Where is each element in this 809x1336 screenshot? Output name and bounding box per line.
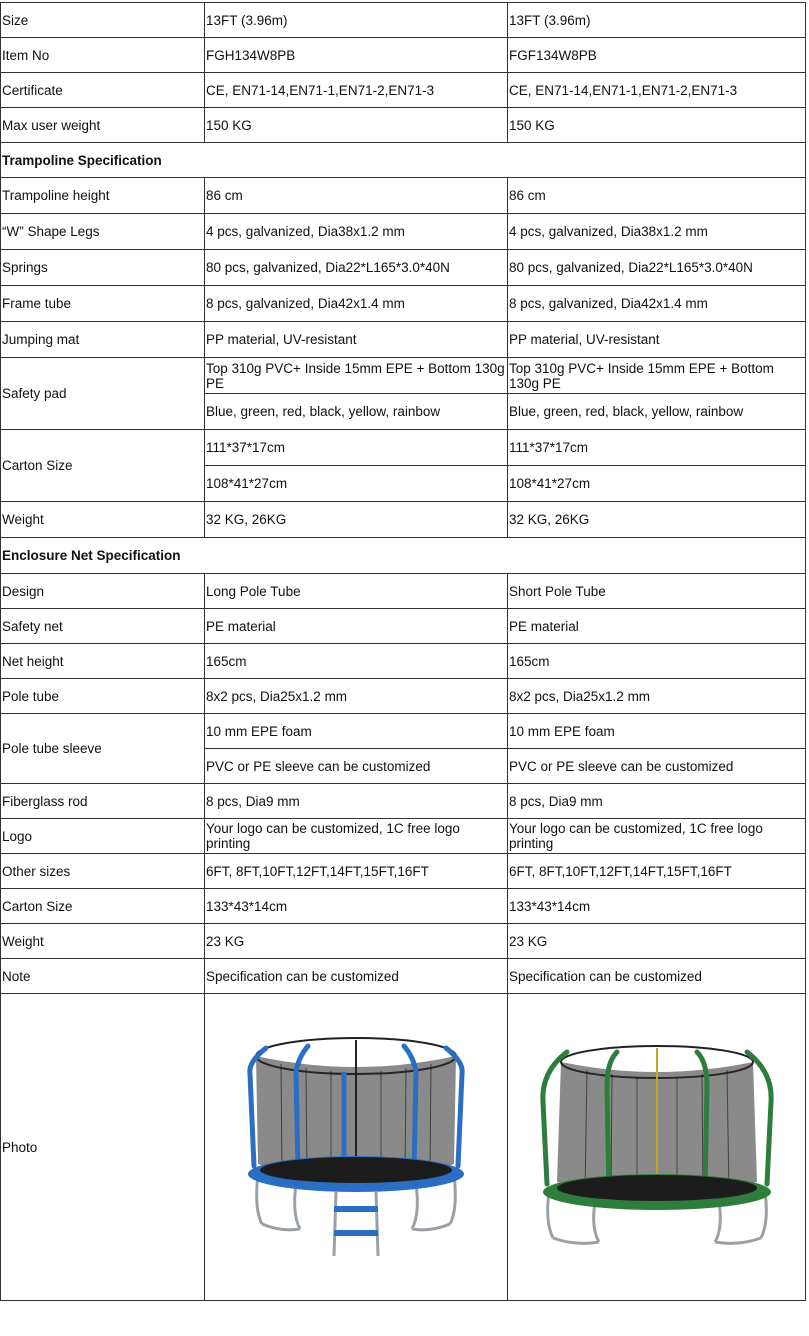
value-safety-pad-b1: Top 310g PVC+ Inside 15mm EPE + Bottom 130g PE: [508, 358, 806, 394]
label-note: Note: [1, 959, 205, 994]
value-pole-sleeve-b1: 10 mm EPE foam: [508, 714, 806, 749]
row-design: [1, 574, 806, 609]
value-trampoline-height-a: 86 cm: [205, 178, 508, 214]
value-safety-net-a: PE material: [205, 609, 508, 644]
value-pole-tube-a: 8x2 pcs, Dia25x1.2 mm: [205, 679, 508, 714]
label-carton-size: Carton Size: [1, 430, 205, 502]
value-carton-b1: 111*37*17cm: [508, 430, 806, 466]
section-enclosure-row: [1, 538, 806, 574]
row-fiberglass-rod: [1, 784, 806, 819]
value-jumping-mat-b: PP material, UV-resistant: [508, 322, 806, 358]
label-trampoline-height: Trampoline height: [1, 178, 205, 214]
value-springs-b: 80 pcs, galvanized, Dia22*L165*3.0*40N: [508, 250, 806, 286]
spec-table: [0, 2, 806, 1301]
label-certificate: Certificate: [1, 73, 205, 108]
row-other-sizes: [1, 854, 806, 889]
label-size: Size: [1, 3, 205, 38]
value-certificate-b: CE, EN71-14,EN71-1,EN71-2,EN71-3: [508, 73, 806, 108]
value-enclosure-carton-a: 133*43*14cm: [205, 889, 508, 924]
row-safety-net: [1, 609, 806, 644]
value-logo-a: Your logo can be customized, 1C free logo printing: [205, 819, 508, 854]
row-legs: [1, 214, 806, 250]
label-other-sizes: Other sizes: [1, 854, 205, 889]
row-certificate: [1, 73, 806, 108]
value-enclosure-weight-a: 23 KG: [205, 924, 508, 959]
value-item-no-b: FGF134W8PB: [508, 38, 806, 73]
value-other-sizes-b: 6FT, 8FT,10FT,12FT,14FT,15FT,16FT: [508, 854, 806, 889]
label-enclosure-carton: Carton Size: [1, 889, 205, 924]
value-jumping-mat-a: PP material, UV-resistant: [205, 322, 508, 358]
photo-cell-b: [508, 994, 806, 1301]
row-enclosure-weight: [1, 924, 806, 959]
value-logo-b: Your logo can be customized, 1C free logo printing: [508, 819, 806, 854]
value-net-height-a: 165cm: [205, 644, 508, 679]
label-enclosure-weight: Weight: [1, 924, 205, 959]
label-safety-pad: Safety pad: [1, 358, 205, 430]
value-pole-sleeve-a1: 10 mm EPE foam: [205, 714, 508, 749]
value-fiberglass-rod-a: 8 pcs, Dia9 mm: [205, 784, 508, 819]
value-legs-b: 4 pcs, galvanized, Dia38x1.2 mm: [508, 214, 806, 250]
value-safety-pad-a2: Blue, green, red, black, yellow, rainbow: [205, 394, 508, 430]
row-max-weight: [1, 108, 806, 143]
label-legs: “W” Shape Legs: [1, 214, 205, 250]
label-max-weight: Max user weight: [1, 108, 205, 143]
value-other-sizes-a: 6FT, 8FT,10FT,12FT,14FT,15FT,16FT: [205, 854, 508, 889]
label-item-no: Item No: [1, 38, 205, 73]
value-springs-a: 80 pcs, galvanized, Dia22*L165*3.0*40N: [205, 250, 508, 286]
value-pole-tube-b: 8x2 pcs, Dia25x1.2 mm: [508, 679, 806, 714]
label-logo: Logo: [1, 819, 205, 854]
blue-trampoline-photo: [236, 1034, 476, 1260]
value-item-no-a: FGH134W8PB: [205, 38, 508, 73]
value-pole-sleeve-b2: PVC or PE sleeve can be customized: [508, 749, 806, 784]
value-note-b: Specification can be customized: [508, 959, 806, 994]
label-weight: Weight: [1, 502, 205, 538]
row-enclosure-carton: [1, 889, 806, 924]
row-jumping-mat: [1, 322, 806, 358]
value-net-height-b: 165cm: [508, 644, 806, 679]
value-safety-net-b: PE material: [508, 609, 806, 644]
label-pole-tube: Pole tube: [1, 679, 205, 714]
value-max-weight-b: 150 KG: [508, 108, 806, 143]
row-weight: [1, 502, 806, 538]
value-design-b: Short Pole Tube: [508, 574, 806, 609]
row-safety-pad: [1, 358, 806, 394]
green-trampoline-photo: [537, 1042, 777, 1252]
value-legs-a: 4 pcs, galvanized, Dia38x1.2 mm: [205, 214, 508, 250]
label-safety-net: Safety net: [1, 609, 205, 644]
label-fiberglass-rod: Fiberglass rod: [1, 784, 205, 819]
value-fiberglass-rod-b: 8 pcs, Dia9 mm: [508, 784, 806, 819]
value-carton-a1: 111*37*17cm: [205, 430, 508, 466]
value-trampoline-height-b: 86 cm: [508, 178, 806, 214]
value-frame-tube-b: 8 pcs, galvanized, Dia42x1.4 mm: [508, 286, 806, 322]
row-frame-tube: [1, 286, 806, 322]
row-logo: [1, 819, 806, 854]
label-photo: Photo: [1, 994, 205, 1301]
value-certificate-a: CE, EN71-14,EN71-1,EN71-2,EN71-3: [205, 73, 508, 108]
section-trampoline-heading: Trampoline Specification: [1, 143, 806, 178]
value-pole-sleeve-a2: PVC or PE sleeve can be customized: [205, 749, 508, 784]
value-weight-b: 32 KG, 26KG: [508, 502, 806, 538]
value-safety-pad-b2: Blue, green, red, black, yellow, rainbow: [508, 394, 806, 430]
value-carton-b2: 108*41*27cm: [508, 466, 806, 502]
row-net-height: [1, 644, 806, 679]
value-frame-tube-a: 8 pcs, galvanized, Dia42x1.4 mm: [205, 286, 508, 322]
label-springs: Springs: [1, 250, 205, 286]
row-carton-size: [1, 430, 806, 466]
value-size-a: 13FT (3.96m): [205, 3, 508, 38]
row-note: [1, 959, 806, 994]
section-enclosure-heading: Enclosure Net Specification: [1, 538, 806, 574]
value-design-a: Long Pole Tube: [205, 574, 508, 609]
value-enclosure-weight-b: 23 KG: [508, 924, 806, 959]
value-size-b: 13FT (3.96m): [508, 3, 806, 38]
value-enclosure-carton-b: 133*43*14cm: [508, 889, 806, 924]
label-frame-tube: Frame tube: [1, 286, 205, 322]
value-safety-pad-a1: Top 310g PVC+ Inside 15mm EPE + Bottom 130g PE: [205, 358, 508, 394]
value-note-a: Specification can be customized: [205, 959, 508, 994]
row-photo: [1, 994, 806, 1301]
row-pole-sleeve: [1, 714, 806, 749]
value-max-weight-a: 150 KG: [205, 108, 508, 143]
label-net-height: Net height: [1, 644, 205, 679]
value-weight-a: 32 KG, 26KG: [205, 502, 508, 538]
row-trampoline-height: [1, 178, 806, 214]
label-design: Design: [1, 574, 205, 609]
row-size: [1, 3, 806, 38]
value-carton-a2: 108*41*27cm: [205, 466, 508, 502]
row-pole-tube: [1, 679, 806, 714]
row-springs: [1, 250, 806, 286]
photo-cell-a: [205, 994, 508, 1301]
section-trampoline-row: [1, 143, 806, 178]
label-pole-sleeve: Pole tube sleeve: [1, 714, 205, 784]
row-item-no: [1, 38, 806, 73]
label-jumping-mat: Jumping mat: [1, 322, 205, 358]
